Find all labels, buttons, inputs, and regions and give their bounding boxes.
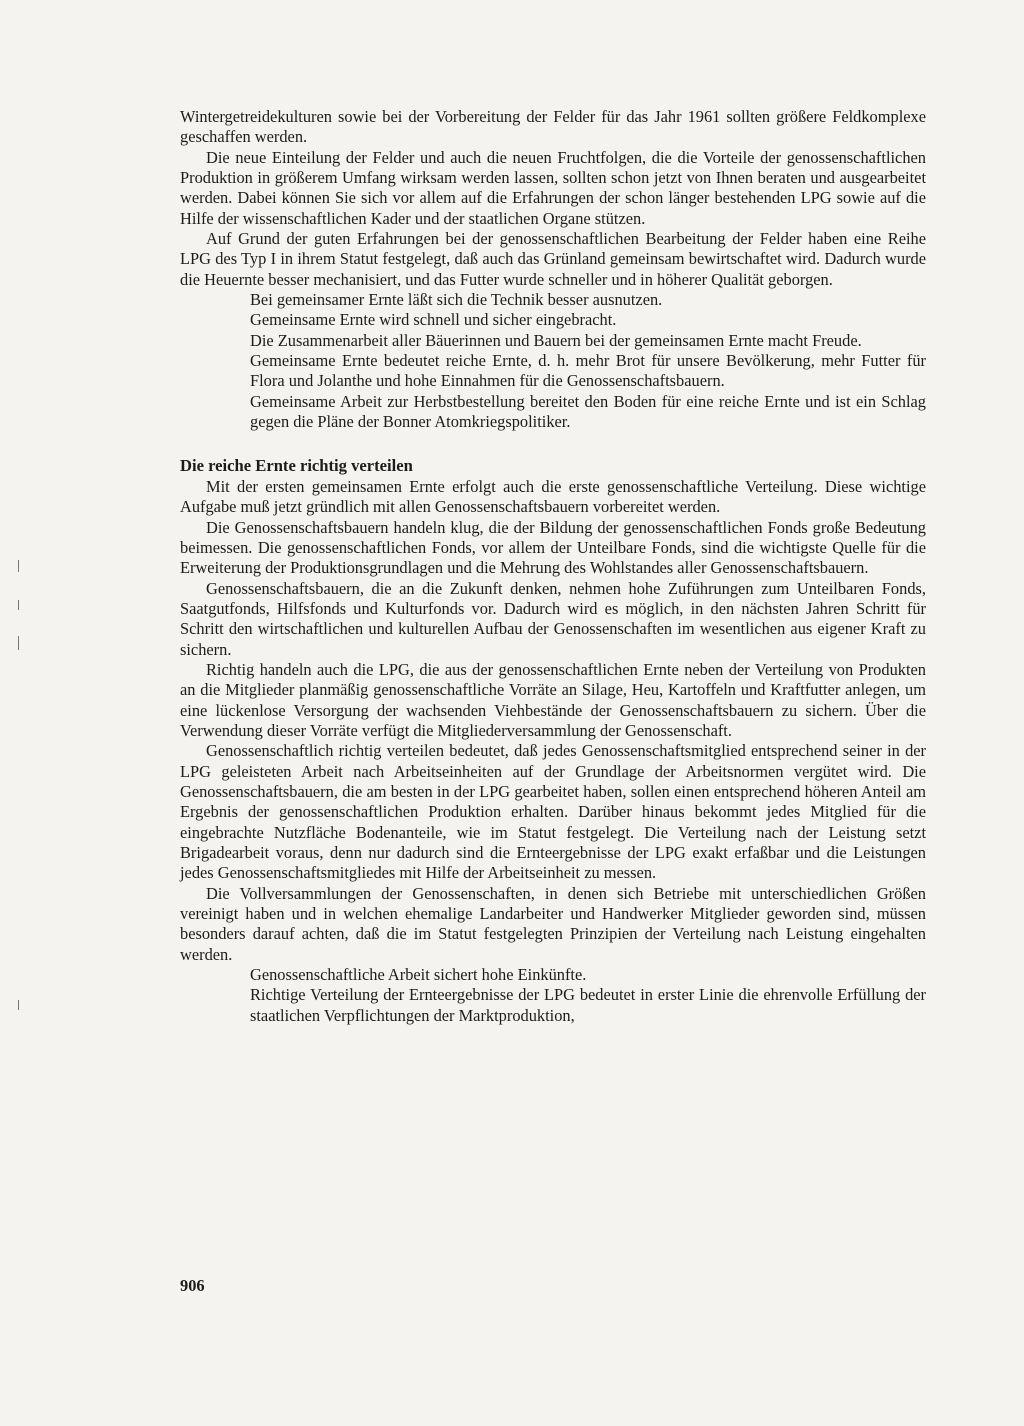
slogan-line: Richtige Verteilung der Ernteergebnisse der LPG bedeutet in erster Linie die ehrenvolle Erfüllung der staatlichen Verpflichtungen der Marktproduktion, — [250, 985, 926, 1025]
margin-scan-mark — [18, 1000, 19, 1010]
page-number: 906 — [180, 1276, 205, 1295]
margin-scan-mark — [18, 600, 19, 610]
slogan-line: Gemeinsame Ernte wird schnell und sicher eingebracht. — [250, 310, 617, 330]
slogan-line: Bei gemeinsamer Ernte läßt sich die Technik besser ausnutzen. — [250, 290, 663, 310]
slogan-block — [180, 290, 926, 432]
section-heading: Die reiche Ernte richtig verteilen — [180, 455, 413, 475]
paragraph: Genossenschaftsbauern, die an die Zukunft denken, nehmen hohe Zuführungen zum Unteilbaren Fonds, Saatgutfonds, Hilfsfonds und Kulturfonds vor. Dadurch wird es möglich, in den nächsten Jahren Schritt für Schritt den wirtschaftlichen und kulturellen Aufbau der Genossenschaften im wesentlichen aus eigener Kraft zu sichern. — [180, 578, 926, 659]
paragraph-continued: Wintergetreidekulturen sowie bei der Vorbereitung der Felder für das Jahr 1961 sollten größere Feldkomplexe geschaffen werden. — [180, 107, 926, 147]
paragraph: Richtig handeln auch die LPG, die aus der genossenschaftlichen Ernte neben der Verteilung von Produkten an die Mitglieder planmäßig genossenschaftliche Vorräte an Silage, Heu, Kartoffeln und Kraftfutter anlegen, um eine lückenlose Versorgung der wachsenden Viehbestände der Genossenschaftsbauern zu sichern. Über die Verwendung dieser Vorräte verfügt die Mitgliederversammlung der Genossenschaft. — [180, 659, 926, 740]
slogan-block — [180, 965, 926, 1026]
paragraph: Die neue Einteilung der Felder und auch die neuen Fruchtfolgen, die die Vorteile der genossenschaftlichen Produktion in größerem Umfang wirksam werden lassen, sollten schon jetzt von Ihnen beraten und ausgearbeitet werden. Dabei können Sie sich vor allem auf die Erfahrungen der schon länger bestehenden LPG sowie auf die Hilfe der wissenschaftlichen Kader und der staatlichen Organe stützen. — [180, 147, 926, 228]
slogan-line: Gemeinsame Ernte bedeutet reiche Ernte, d. h. mehr Brot für unsere Bevölkerung, mehr Futter für Flora und Jolanthe und hohe Einnahmen für die Genossenschaftsbauern. — [250, 351, 926, 391]
slogan-line: Die Zusammenarbeit aller Bäuerinnen und Bauern bei der gemeinsamen Ernte macht Freude. — [250, 330, 862, 350]
paragraph: Die Vollversammlungen der Genossenschaften, in denen sich Betriebe mit unterschiedlichen Größen vereinigt haben und in welchen ehemalige Landarbeiter und Handwerker Mitglieder geworden sind, müssen besonders darauf achten, daß die im Statut festgelegten Prinzipien der Verteilung nach Leistung eingehalten werden. — [180, 883, 926, 964]
margin-scan-mark — [18, 636, 19, 650]
margin-scan-mark — [18, 560, 19, 572]
paragraph: Genossenschaftlich richtig verteilen bedeutet, daß jedes Genossenschaftsmitglied entsprechend seiner in der LPG geleisteten Arbeit nach Arbeitseinheiten auf der Grundlage der Arbeitsnormen vergütet wird. Die Genossenschaftsbauern, die am besten in der LPG gearbeitet haben, sollen einen entsprechend höheren Anteil am Ergebnis der genossenschaftlichen Produktion erhalten. Darüber hinaus bekommt jedes Mitglied für die eingebrachte Nutzfläche Bodenanteile, wie im Statut festgelegt. Die Verteilung nach der Leistung setzt Brigadearbeit voraus, denn nur dadurch sind die Ernteergebnisse der LPG exakt erfaßbar und die Leistungen jedes Genossenschaftsmitgliedes mit Hilfe der Arbeitseinheit zu messen. — [180, 741, 926, 883]
paragraph: Die Genossenschaftsbauern handeln klug, die der Bildung der genossenschaftlichen Fonds große Bedeutung beimessen. Die genossenschaftlichen Fonds, vor allem der Unteilbare Fonds, sind die wichtigste Quelle für die Erweiterung der Produktionsgrundlagen und die Mehrung des Wohlstandes aller Genossenschaftsbauern. — [180, 517, 926, 578]
text-column — [180, 107, 926, 1026]
paragraph: Mit der ersten gemeinsamen Ernte erfolgt auch die erste genossenschaftliche Verteilung. Diese wichtige Aufgabe muß jetzt gründlich mit allen Genossenschaftsbauern vorbereitet werden. — [180, 476, 926, 517]
slogan-line: Gemeinsame Arbeit zur Herbstbestellung bereitet den Boden für eine reiche Ernte und ist ein Schlag gegen die Pläne der Bonner Atomkriegspolitiker. — [250, 391, 926, 432]
slogan-line: Genossenschaftliche Arbeit sichert hohe Einkünfte. — [250, 965, 587, 985]
paragraph: Auf Grund der guten Erfahrungen bei der genossenschaftlichen Bearbeitung der Felder haben eine Reihe LPG des Typ I in ihrem Statut festgelegt, daß auch das Grünland gemeinsam bewirtschaftet wird. Dadurch wurde die Heuernte besser mechanisiert, und das Futter wurde schneller und in höherer Qualität geborgen. — [180, 229, 926, 289]
